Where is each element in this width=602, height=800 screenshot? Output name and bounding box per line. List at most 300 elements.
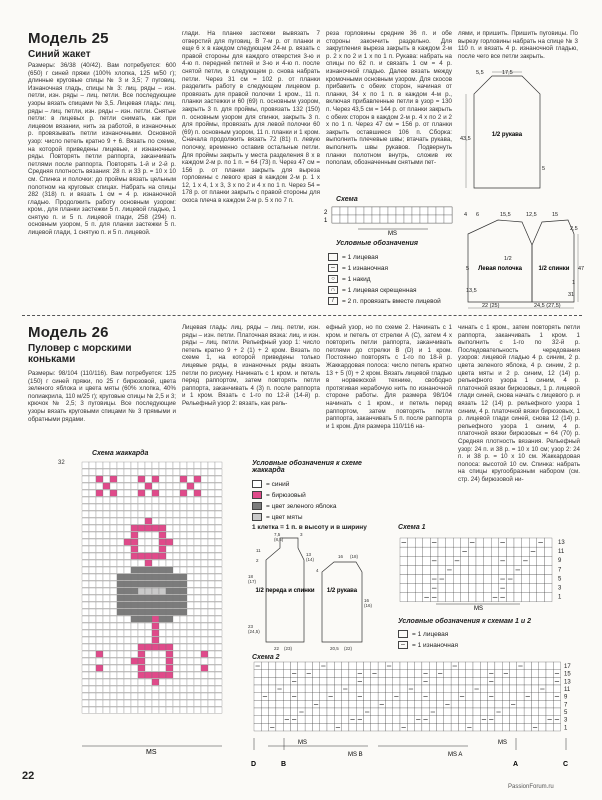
grid-cell bbox=[96, 497, 103, 503]
grid-cell bbox=[173, 595, 180, 601]
grid-cell bbox=[110, 490, 117, 496]
scheme1-chart bbox=[396, 534, 586, 614]
grid-cell bbox=[404, 207, 412, 215]
grid-cell bbox=[415, 700, 422, 708]
grid-cell bbox=[159, 560, 166, 566]
grid-cell bbox=[531, 662, 538, 670]
grid-cell bbox=[117, 560, 124, 566]
sleeve-label: 1/2 рукава bbox=[326, 588, 358, 594]
grid-cell bbox=[138, 693, 145, 699]
grid-cell bbox=[96, 581, 103, 587]
dim-label: 15 bbox=[552, 212, 559, 218]
grid-cell bbox=[145, 497, 152, 503]
grid-cell bbox=[349, 670, 356, 678]
grid-cell bbox=[152, 539, 159, 545]
grid-cell bbox=[173, 658, 180, 664]
grid-cell bbox=[159, 546, 166, 552]
grid-cell bbox=[89, 581, 96, 587]
grid-cell bbox=[371, 708, 378, 716]
grid-cell bbox=[110, 672, 117, 678]
grid-cell bbox=[473, 662, 480, 670]
grid-cell bbox=[461, 584, 469, 593]
grid-cell bbox=[152, 581, 159, 587]
grid-cell bbox=[517, 693, 524, 701]
grid-cell bbox=[180, 546, 187, 552]
grid-cell bbox=[428, 215, 436, 223]
grid-cell bbox=[261, 716, 268, 724]
grid-cell bbox=[539, 670, 546, 678]
grid-cell bbox=[201, 644, 208, 650]
scheme1-row-label: 5 bbox=[558, 576, 562, 583]
grid-cell bbox=[110, 686, 117, 692]
grid-cell bbox=[173, 469, 180, 475]
grid-cell bbox=[117, 574, 124, 580]
grid-cell bbox=[444, 207, 452, 215]
grid-cell bbox=[82, 511, 89, 517]
grid-cell bbox=[187, 665, 194, 671]
grid-cell bbox=[400, 693, 407, 701]
grid-cell bbox=[145, 665, 152, 671]
grid-cell bbox=[124, 644, 131, 650]
grid-cell bbox=[466, 662, 473, 670]
grid-cell bbox=[96, 567, 103, 573]
grid-cell bbox=[152, 616, 159, 622]
grid-cell bbox=[96, 616, 103, 622]
grid-cell bbox=[201, 553, 208, 559]
svg-text:4: 4 bbox=[316, 568, 319, 573]
grid-cell bbox=[393, 685, 400, 693]
grid-cell bbox=[145, 651, 152, 657]
grid-cell bbox=[103, 693, 110, 699]
grid-cell bbox=[89, 686, 96, 692]
grid-cell bbox=[110, 616, 117, 622]
grid-cell bbox=[372, 207, 380, 215]
grid-cell bbox=[96, 609, 103, 615]
grid-cell bbox=[444, 723, 451, 731]
grid-cell bbox=[476, 584, 484, 593]
grid-cell bbox=[173, 560, 180, 566]
grid-cell bbox=[138, 574, 145, 580]
grid-cell bbox=[348, 207, 356, 215]
grid-cell bbox=[491, 565, 499, 574]
grid-cell bbox=[437, 708, 444, 716]
grid-cell bbox=[187, 476, 194, 482]
grid-cell bbox=[356, 207, 364, 215]
grid-cell bbox=[110, 567, 117, 573]
grid-cell bbox=[342, 677, 349, 685]
grid-cell bbox=[468, 584, 476, 593]
svg-text:23: 23 bbox=[248, 624, 254, 629]
color-swatch-icon bbox=[252, 502, 262, 510]
grid-cell bbox=[152, 497, 159, 503]
legend-row: – = 1 изнаночная bbox=[398, 641, 458, 649]
grid-cell bbox=[110, 581, 117, 587]
legend-knit-icon bbox=[398, 630, 408, 638]
cell-note: 1 клетка = 1 п. в высоту и в ширину bbox=[252, 524, 367, 531]
grid-cell bbox=[82, 651, 89, 657]
grid-cell bbox=[124, 595, 131, 601]
legend-row: = бирюзовый bbox=[252, 491, 337, 499]
grid-cell bbox=[194, 574, 201, 580]
grid-cell bbox=[491, 547, 499, 556]
grid-cell bbox=[110, 693, 117, 699]
grid-cell bbox=[407, 677, 414, 685]
grid-cell bbox=[208, 651, 215, 657]
grid-cell bbox=[110, 658, 117, 664]
grid-cell bbox=[451, 700, 458, 708]
grid-cell bbox=[152, 651, 159, 657]
grid-cell bbox=[480, 700, 487, 708]
grid-cell bbox=[544, 593, 552, 602]
grid-cell bbox=[117, 609, 124, 615]
grid-cell bbox=[446, 547, 454, 556]
grid-cell bbox=[89, 630, 96, 636]
grid-cell bbox=[283, 723, 290, 731]
grid-cell bbox=[110, 679, 117, 685]
grid-cell bbox=[117, 511, 124, 517]
grid-cell bbox=[103, 525, 110, 531]
grid-cell bbox=[254, 708, 261, 716]
grid-cell bbox=[96, 546, 103, 552]
grid-cell bbox=[187, 469, 194, 475]
grid-cell bbox=[385, 723, 392, 731]
grid-cell bbox=[180, 588, 187, 594]
grid-cell bbox=[159, 672, 166, 678]
model25-legend bbox=[328, 253, 441, 308]
dim-label: 5 bbox=[466, 266, 470, 272]
grid-cell bbox=[340, 207, 348, 215]
grid-cell bbox=[180, 623, 187, 629]
grid-cell bbox=[187, 686, 194, 692]
grid-cell bbox=[473, 700, 480, 708]
grid-cell bbox=[283, 685, 290, 693]
grid-cell bbox=[103, 588, 110, 594]
grid-cell bbox=[529, 593, 537, 602]
grid-cell bbox=[194, 602, 201, 608]
grid-cell bbox=[506, 547, 514, 556]
grid-cell bbox=[124, 658, 131, 664]
grid-cell bbox=[502, 677, 509, 685]
grid-cell bbox=[103, 581, 110, 587]
grid-cell bbox=[159, 532, 166, 538]
grid-cell bbox=[131, 511, 138, 517]
grid-cell bbox=[166, 623, 173, 629]
grid-cell bbox=[201, 700, 208, 706]
grid-cell bbox=[180, 665, 187, 671]
grid-cell bbox=[89, 637, 96, 643]
grid-cell bbox=[173, 637, 180, 643]
grid-cell bbox=[89, 525, 96, 531]
grid-cell bbox=[208, 686, 215, 692]
grid-cell bbox=[117, 546, 124, 552]
grid-cell bbox=[194, 595, 201, 601]
grid-cell bbox=[96, 469, 103, 475]
grid-cell bbox=[117, 539, 124, 545]
grid-cell bbox=[524, 700, 531, 708]
grid-cell bbox=[312, 723, 319, 731]
grid-cell bbox=[269, 670, 276, 678]
grid-cell bbox=[407, 693, 414, 701]
grid-cell bbox=[138, 658, 145, 664]
dim-label: 5,5 bbox=[476, 70, 484, 76]
grid-cell bbox=[89, 574, 96, 580]
grid-cell bbox=[194, 525, 201, 531]
grid-cell bbox=[437, 723, 444, 731]
grid-cell bbox=[208, 609, 215, 615]
grid-cell bbox=[305, 708, 312, 716]
grid-cell bbox=[438, 538, 446, 547]
grid-cell bbox=[117, 693, 124, 699]
grid-cell bbox=[159, 637, 166, 643]
grid-cell bbox=[371, 716, 378, 724]
grid-cell bbox=[96, 490, 103, 496]
grid-cell bbox=[194, 658, 201, 664]
model25-legend-title: Условные обозначения bbox=[336, 240, 419, 247]
grid-cell bbox=[531, 677, 538, 685]
grid-cell bbox=[145, 539, 152, 545]
grid-cell bbox=[173, 462, 180, 468]
grid-cell bbox=[473, 708, 480, 716]
grid-cell bbox=[110, 595, 117, 601]
legend-row: = синий bbox=[252, 480, 337, 488]
grid-cell bbox=[495, 662, 502, 670]
grid-cell bbox=[173, 476, 180, 482]
grid-cell bbox=[429, 662, 436, 670]
grid-cell bbox=[400, 662, 407, 670]
grid-cell bbox=[145, 574, 152, 580]
grid-cell bbox=[103, 504, 110, 510]
front-label: 1/2 переда и спинки bbox=[255, 588, 315, 594]
scheme2-row-label: 9 bbox=[564, 694, 568, 701]
grid-cell bbox=[254, 685, 261, 693]
grid-cell bbox=[378, 670, 385, 678]
grid-cell bbox=[342, 716, 349, 724]
grid-cell bbox=[187, 560, 194, 566]
grid-cell bbox=[466, 670, 473, 678]
grid-cell bbox=[430, 565, 438, 574]
grid-cell bbox=[159, 679, 166, 685]
grid-cell bbox=[553, 723, 560, 731]
model26-subtitle: Пуловер с морскими коньками bbox=[28, 343, 132, 365]
grid-cell bbox=[138, 525, 145, 531]
grid-cell bbox=[437, 700, 444, 708]
grid-cell bbox=[502, 700, 509, 708]
grid-cell bbox=[138, 497, 145, 503]
grid-cell bbox=[524, 708, 531, 716]
grid-cell bbox=[82, 581, 89, 587]
grid-cell bbox=[201, 686, 208, 692]
grid-cell bbox=[201, 581, 208, 587]
legend-yarnover-icon: ○ bbox=[328, 275, 338, 283]
model26-title: Модель 26 bbox=[28, 324, 109, 341]
grid-cell bbox=[103, 511, 110, 517]
grid-cell bbox=[96, 623, 103, 629]
grid-cell bbox=[444, 716, 451, 724]
grid-cell bbox=[166, 560, 173, 566]
grid-cell bbox=[145, 658, 152, 664]
grid-cell bbox=[276, 662, 283, 670]
grid-cell bbox=[458, 716, 465, 724]
dim-label: 17,5 bbox=[502, 70, 513, 76]
grid-cell bbox=[89, 476, 96, 482]
grid-cell bbox=[480, 677, 487, 685]
grid-cell bbox=[215, 546, 222, 552]
grid-cell bbox=[194, 539, 201, 545]
grid-cell bbox=[152, 588, 159, 594]
grid-cell bbox=[194, 567, 201, 573]
grid-cell bbox=[517, 670, 524, 678]
grid-cell bbox=[152, 644, 159, 650]
grid-cell bbox=[408, 574, 416, 583]
grid-cell bbox=[145, 686, 152, 692]
grid-cell bbox=[269, 708, 276, 716]
grid-cell bbox=[544, 556, 552, 565]
grid-cell bbox=[371, 700, 378, 708]
grid-cell bbox=[131, 658, 138, 664]
grid-cell bbox=[180, 462, 187, 468]
grid-cell bbox=[173, 651, 180, 657]
grid-cell bbox=[400, 677, 407, 685]
grid-cell bbox=[124, 679, 131, 685]
grid-cell bbox=[491, 538, 499, 547]
grid-cell bbox=[378, 662, 385, 670]
dim-label: 47 bbox=[578, 266, 585, 272]
grid-cell bbox=[89, 707, 96, 713]
grid-cell bbox=[152, 679, 159, 685]
grid-cell bbox=[546, 670, 553, 678]
grid-cell bbox=[138, 511, 145, 517]
grid-cell bbox=[124, 539, 131, 545]
grid-cell bbox=[524, 685, 531, 693]
grid-cell bbox=[385, 693, 392, 701]
grid-cell bbox=[396, 207, 404, 215]
grid-cell bbox=[124, 672, 131, 678]
grid-cell bbox=[180, 560, 187, 566]
grid-cell bbox=[110, 483, 117, 489]
grid-cell bbox=[138, 546, 145, 552]
grid-cell bbox=[187, 574, 194, 580]
grid-cell bbox=[96, 539, 103, 545]
jacquard-ms: MS bbox=[146, 749, 157, 756]
grid-cell bbox=[451, 708, 458, 716]
dim-label: 43,5 bbox=[460, 136, 471, 142]
grid-cell bbox=[103, 539, 110, 545]
grid-cell bbox=[437, 677, 444, 685]
grid-cell bbox=[103, 567, 110, 573]
grid-cell bbox=[495, 677, 502, 685]
grid-cell bbox=[476, 593, 484, 602]
grid-cell bbox=[400, 565, 408, 574]
grid-cell bbox=[514, 593, 522, 602]
grid-cell bbox=[117, 595, 124, 601]
grid-cell bbox=[514, 556, 522, 565]
grid-cell bbox=[334, 700, 341, 708]
grid-cell bbox=[342, 662, 349, 670]
grid-cell bbox=[208, 476, 215, 482]
grid-cell bbox=[484, 538, 492, 547]
grid-cell bbox=[524, 677, 531, 685]
grid-cell bbox=[180, 672, 187, 678]
grid-cell bbox=[546, 700, 553, 708]
svg-text:20,5: 20,5 bbox=[330, 646, 339, 651]
grid-cell bbox=[152, 595, 159, 601]
grid-cell bbox=[334, 670, 341, 678]
grid-cell bbox=[480, 708, 487, 716]
grid-cell bbox=[173, 602, 180, 608]
grid-cell bbox=[415, 670, 422, 678]
grid-cell bbox=[173, 539, 180, 545]
grid-cell bbox=[96, 658, 103, 664]
grid-cell bbox=[546, 693, 553, 701]
grid-cell bbox=[491, 584, 499, 593]
grid-cell bbox=[404, 215, 412, 223]
grid-cell bbox=[531, 700, 538, 708]
grid-cell bbox=[215, 469, 222, 475]
grid-cell bbox=[166, 476, 173, 482]
grid-cell bbox=[356, 685, 363, 693]
grid-cell bbox=[488, 723, 495, 731]
grid-cell bbox=[495, 716, 502, 724]
scheme2-row-label: 7 bbox=[564, 702, 568, 709]
grid-cell bbox=[444, 670, 451, 678]
grid-cell bbox=[429, 700, 436, 708]
grid-cell bbox=[96, 686, 103, 692]
grid-cell bbox=[385, 700, 392, 708]
grid-cell bbox=[180, 679, 187, 685]
scheme1-ms: MS bbox=[474, 606, 483, 612]
grid-cell bbox=[446, 556, 454, 565]
svg-text:7,5: 7,5 bbox=[274, 532, 281, 537]
grid-cell bbox=[89, 623, 96, 629]
grid-cell bbox=[215, 665, 222, 671]
grid-cell bbox=[96, 574, 103, 580]
grid-cell bbox=[145, 595, 152, 601]
grid-cell bbox=[166, 672, 173, 678]
grid-cell bbox=[166, 567, 173, 573]
grid-cell bbox=[488, 662, 495, 670]
grid-cell bbox=[510, 708, 517, 716]
grid-cell bbox=[201, 588, 208, 594]
grid-cell bbox=[138, 616, 145, 622]
grid-cell bbox=[138, 665, 145, 671]
arrow-label-b: B bbox=[281, 761, 287, 768]
grid-cell bbox=[529, 565, 537, 574]
grid-cell bbox=[517, 677, 524, 685]
grid-cell bbox=[495, 693, 502, 701]
grid-cell bbox=[152, 700, 159, 706]
grid-cell bbox=[173, 686, 180, 692]
grid-cell bbox=[407, 662, 414, 670]
grid-cell bbox=[180, 651, 187, 657]
grid-cell bbox=[82, 588, 89, 594]
grid-cell bbox=[124, 693, 131, 699]
jacquard-chart bbox=[62, 458, 242, 758]
grid-cell bbox=[291, 708, 298, 716]
grid-cell bbox=[117, 567, 124, 573]
grid-cell bbox=[145, 588, 152, 594]
grid-cell bbox=[502, 716, 509, 724]
svg-text:(16): (16) bbox=[364, 603, 373, 608]
grid-cell bbox=[131, 595, 138, 601]
grid-cell bbox=[103, 686, 110, 692]
grid-cell bbox=[96, 518, 103, 524]
grid-cell bbox=[544, 565, 552, 574]
grid-cell bbox=[110, 700, 117, 706]
scheme2-row-label: 3 bbox=[564, 717, 568, 724]
dim-label: 2,5 bbox=[570, 226, 578, 232]
page-number: 22 bbox=[22, 770, 35, 782]
grid-cell bbox=[131, 462, 138, 468]
